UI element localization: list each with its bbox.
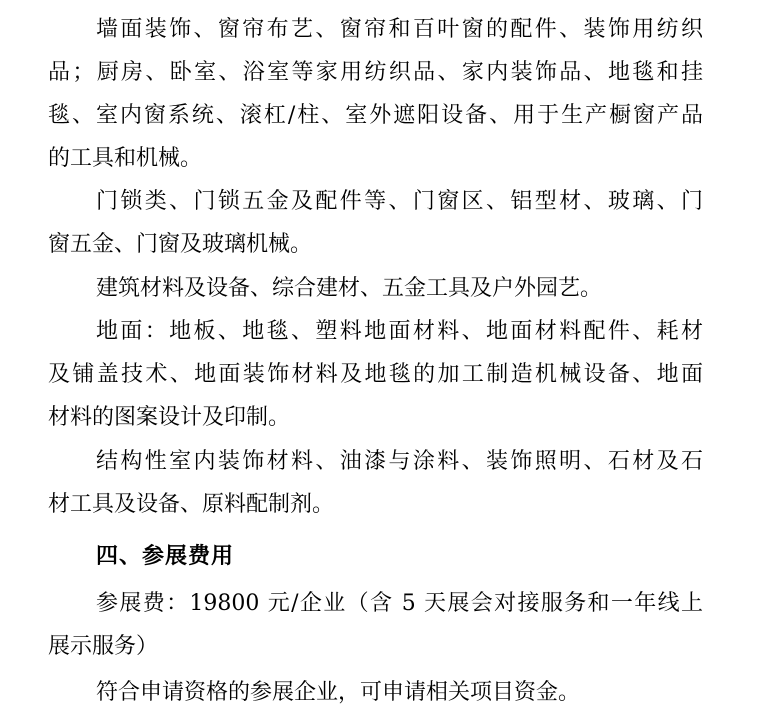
fee-line-2: 展示服务） [48, 634, 159, 659]
paragraph-3-line-1: 建筑材料及设备、综合建材、五金工具及户外园艺。 [96, 276, 603, 301]
paragraph-2-line-1: 门锁类、门锁五金及配件等、门窗区、铝型材、玻璃、门 [96, 189, 703, 214]
paragraph-4-line-3: 材料的图案设计及印制。 [48, 405, 291, 430]
section-heading: 四、参展费用 [96, 543, 235, 569]
paragraph-1-line-1: 墙面装饰、窗帘布艺、窗帘和百叶窗的配件、装饰用纺织 [96, 17, 703, 42]
paragraph-1-line-4: 的工具和机械。 [48, 146, 203, 171]
paragraph-1-line-2: 品；厨房、卧室、浴室等家用纺织品、家内装饰品、地毯和挂 [48, 60, 703, 85]
paragraph-5-line-1: 结构性室内装饰材料、油漆与涂料、装饰照明、石材及石 [96, 449, 703, 474]
paragraph-4-line-1: 地面：地板、地毯、塑料地面材料、地面材料配件、耗材 [96, 319, 703, 344]
paragraph-1-line-3: 毯、室内窗系统、滚杠/柱、室外遮阳设备、用于生产橱窗产品 [48, 103, 703, 128]
paragraph-2-line-2: 窗五金、门窗及玻璃机械。 [48, 232, 313, 257]
paragraph-4-line-2: 及铺盖技术、地面装饰材料及地毯的加工制造机械设备、地面 [48, 362, 703, 387]
fee-line-1: 参展费：19800 元/企业（含 5 天展会对接服务和一年线上 [96, 591, 703, 616]
paragraph-5-line-2: 材工具及设备、原料配制剂。 [48, 492, 335, 517]
funding-note: 符合申请资格的参展企业，可申请相关项目资金。 [96, 680, 581, 705]
